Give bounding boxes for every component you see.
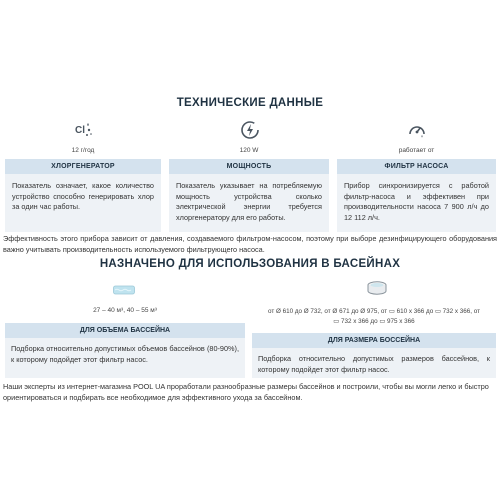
chlorine-value: 12 г/год [71, 147, 95, 154]
card-title-chlorine: ХЛОРГЕНЕРАТОР [5, 159, 161, 174]
card-text-filter: Прибор синхронизируется с работой фильтр-насоса и эффективен при производительности насоса 7 900 л/ч до 12 112 л/ч. [337, 174, 496, 232]
card-text-power: Показатель указывает на потребляемую мощность устройства сколько электрической энергии требуется хлоргенератору для его работы. [169, 174, 329, 232]
pool-size-value-line2: ▭ 732 х 366 до ▭ 975 х 366 [333, 317, 415, 325]
pool-volume-title: ДЛЯ ОБЪЕМА БАССЕЙНА [5, 323, 245, 338]
pool-size-value [252, 307, 496, 326]
chlorine-icon [74, 120, 94, 140]
pool-size-text: Подборка относительно допустимых размеров бассейнов, к которому подойдет этот фильтр насос. [252, 348, 496, 378]
card-title-filter: ФИЛЬТР НАСОСА [337, 159, 496, 174]
power-value: 120 W [239, 147, 259, 154]
filter-value: работает от [398, 147, 435, 154]
pool-size-icon [366, 279, 388, 299]
gauge-icon [407, 120, 427, 140]
svg-text:Cl: Cl [75, 125, 85, 136]
experts-note: Наши эксперты из интернет-магазина POOL UA проработали разнообразные размеры бассейнов и построили, чтобы вы могли легко и быстро ориентироваться и подбирать все необходимое для эффективного ухода за бассейном. [3, 382, 489, 402]
section-title-pools: НАЗНАЧЕНО ДЛЯ ИСПОЛЬЗОВАНИЯ В БАСЕЙНАХ [99, 258, 401, 270]
card-text-chlorine: Показатель означает, какое количество устройство способно генерировать хлор за один час работы. [5, 174, 161, 232]
section-title-tech: ТЕХНИЧЕСКИЕ ДАННЫЕ [176, 97, 324, 109]
card-title-power: МОЩНОСТЬ [169, 159, 329, 174]
pool-size-value-line1: от Ø 610 до Ø 732, от Ø 671 до Ø 975, от ▭ 610 х 366 до ▭ 732 х 366, от [267, 308, 481, 315]
pool-water-icon [113, 285, 135, 295]
efficiency-note: Эффективность этого прибора зависит от давления, создаваемого фильтром-насосом, поэтому при выборе дезинфицирующего оборудования важно учитывать производительность используемого фильтрующего насоса. [3, 234, 497, 254]
pool-volume-value: 27 – 40 м³, 40 – 55 м³ [93, 307, 157, 314]
pool-volume-text: Подборка относительно допустимых объемов бассейнов (80-90%), к которому подойдет этот фильтр насос. [5, 338, 245, 378]
power-icon [240, 120, 260, 140]
pool-size-title: ДЛЯ РАЗМЕРА БОССЕЙНА [252, 333, 496, 348]
